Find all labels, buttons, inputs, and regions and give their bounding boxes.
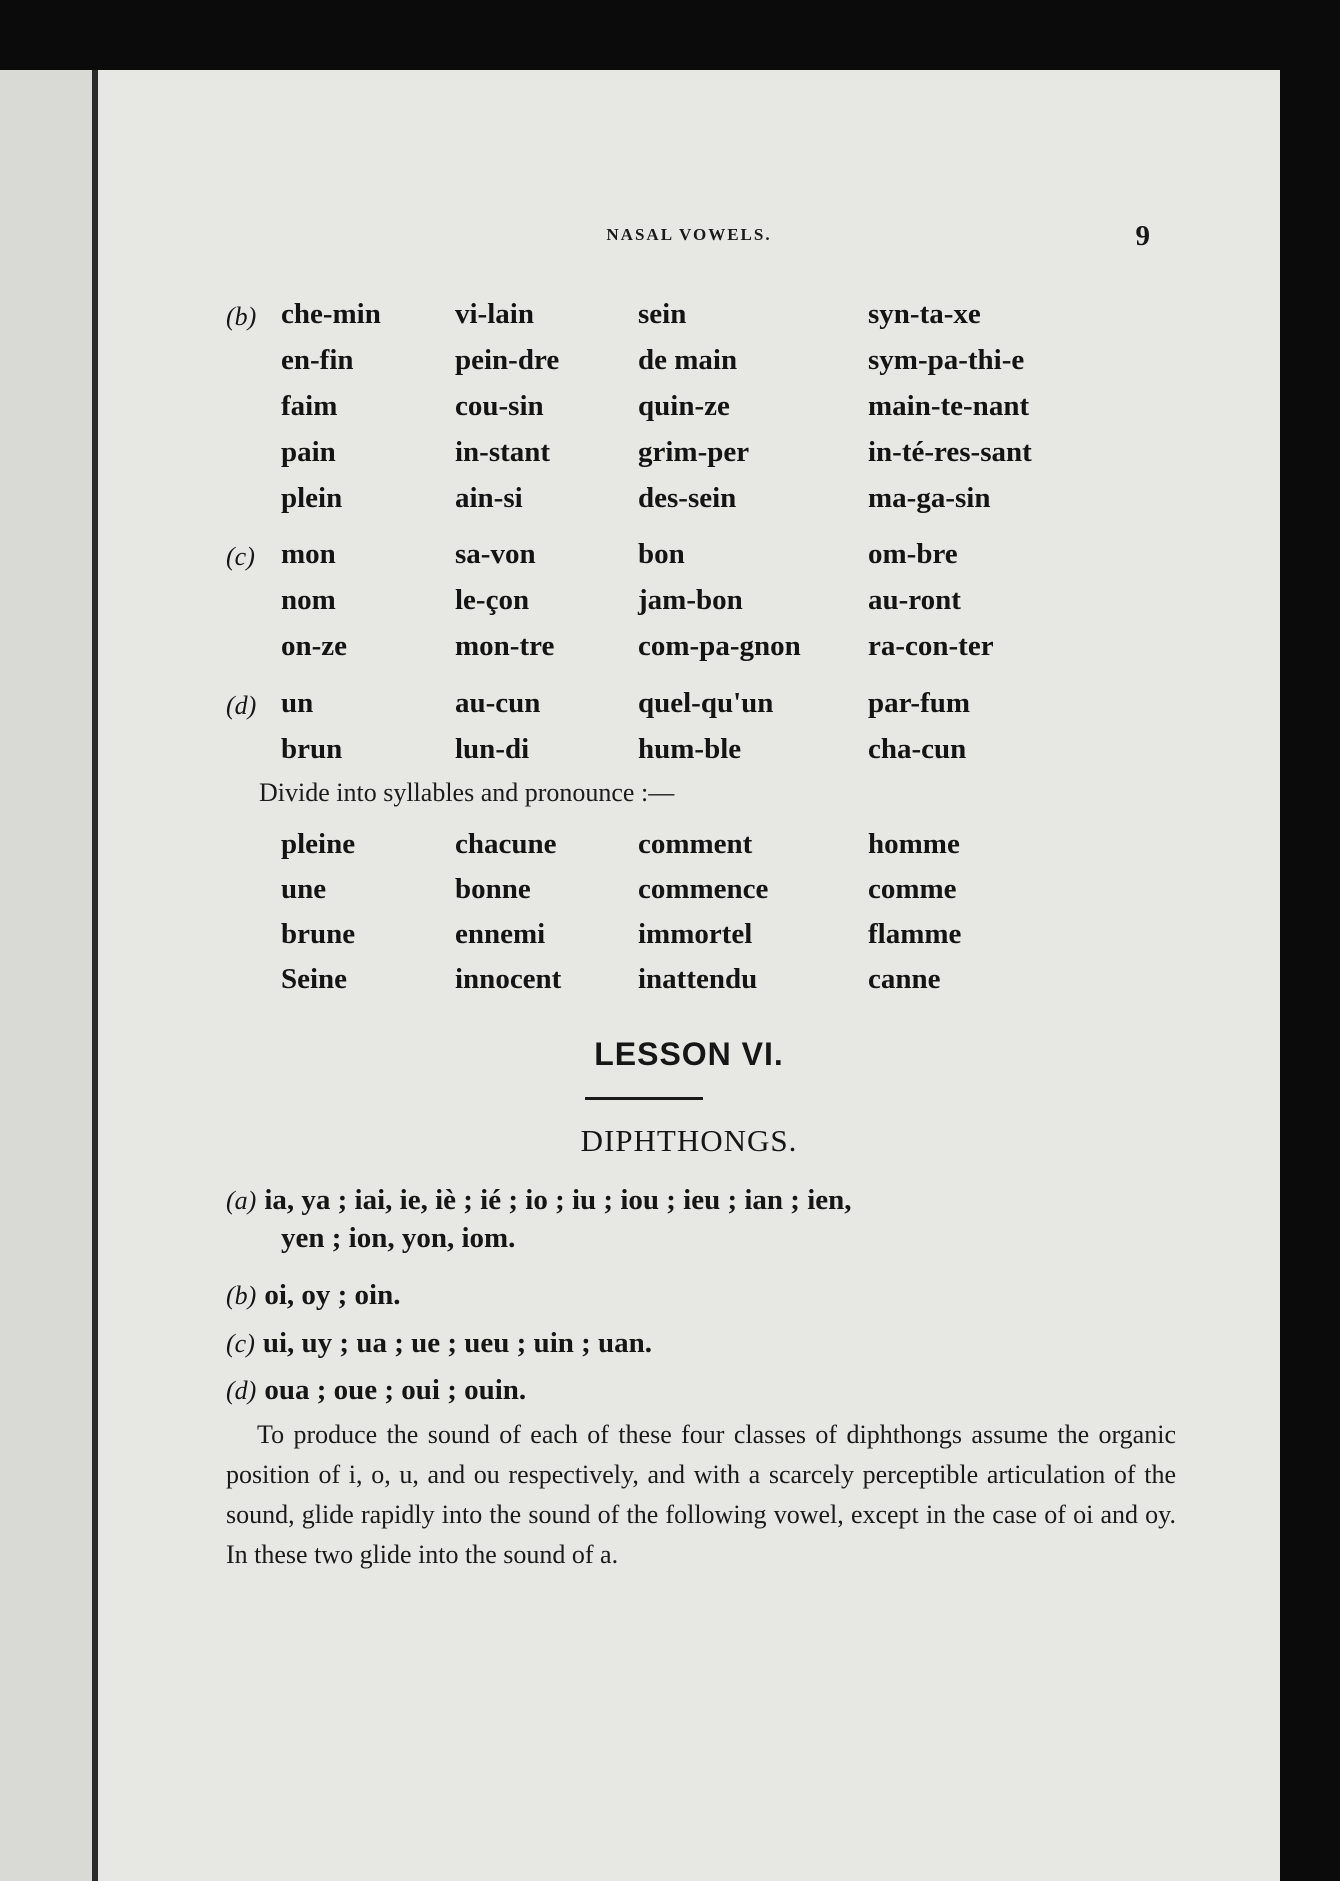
word: ra-con-ter (868, 630, 994, 662)
section-title: DIPHTHONGS. (580, 1123, 798, 1158)
word-row (98, 630, 1280, 676)
left-page-margin (0, 70, 96, 1881)
word: che-min (281, 298, 381, 330)
item-text: oua ; oue ; oui ; ouin. (264, 1374, 527, 1406)
word-row (98, 482, 1280, 528)
word: pein-dre (455, 344, 560, 376)
word: ain-si (455, 482, 523, 514)
word-row (98, 687, 1280, 733)
item-label: (a) (226, 1186, 257, 1215)
word: grim-per (638, 436, 750, 468)
word: bonne (455, 873, 531, 905)
word: syn-ta-xe (868, 298, 981, 330)
item-label: (d) (226, 1376, 257, 1405)
group-label: (b) (226, 302, 257, 331)
word: par-fum (868, 687, 971, 719)
word: cou-sin (455, 390, 544, 422)
word: canne (868, 963, 941, 995)
diphthong-item-d (226, 1370, 1176, 1411)
word: en-fin (281, 344, 354, 376)
word: un (281, 687, 314, 719)
word: au-cun (455, 687, 541, 719)
word-row (98, 873, 1280, 919)
exercise-instruction: Divide into syllables and pronounce :— (259, 778, 675, 807)
word-row (98, 733, 1280, 779)
word: commence (638, 873, 769, 905)
word: sa-von (455, 538, 536, 570)
diphthong-item-a-continuation: yen ; ion, yon, iom. (281, 1222, 516, 1254)
word: quel-qu'un (638, 687, 774, 719)
group-label: (d) (226, 691, 257, 720)
word: immortel (638, 918, 753, 950)
word: faim (281, 390, 338, 422)
item-text: oi, oy ; oin. (264, 1279, 401, 1311)
word-row (98, 538, 1280, 584)
word: le-çon (455, 584, 530, 616)
word: une (281, 873, 327, 905)
word: mon (281, 538, 336, 570)
word: innocent (455, 963, 562, 995)
word: brune (281, 918, 356, 950)
word: ma-ga-sin (868, 482, 991, 514)
word-row (98, 828, 1280, 874)
word: com-pa-gnon (638, 630, 801, 662)
word: nom (281, 584, 336, 616)
word: au-ront (868, 584, 961, 616)
diphthong-item-c (226, 1323, 1176, 1364)
item-label: (c) (226, 1329, 255, 1358)
explanation-paragraph: To produce the sound of each of these four classes of diphthongs assume the organic position of i, o, u, and ou respectively, and with a scarcely perceptible articulation of the sound, glide rapidly into the sound of the following vowel, except in the case of oi and oy. In these two glide into the sound of a. (226, 1420, 1176, 1569)
word: in-stant (455, 436, 551, 468)
title-rule (585, 1097, 703, 1100)
word-row (98, 918, 1280, 964)
item-text: ui, uy ; ua ; ue ; ueu ; uin ; uan. (262, 1327, 653, 1359)
word: comme (868, 873, 957, 905)
diphthong-item-b (226, 1275, 1176, 1316)
word: sym-pa-thi-e (868, 344, 1025, 376)
word-row (98, 390, 1280, 436)
word: quin-ze (638, 390, 730, 422)
word-row (98, 436, 1280, 482)
word: pain (281, 436, 336, 468)
lesson-title: LESSON VI. (594, 1036, 784, 1072)
word-row (98, 298, 1280, 344)
word: Seine (281, 963, 348, 995)
word: on-ze (281, 630, 348, 662)
word: lun-di (455, 733, 530, 765)
word-row (98, 584, 1280, 630)
item-label: (b) (226, 1281, 257, 1310)
word: flamme (868, 918, 962, 950)
book-page (98, 70, 1280, 1881)
word: ennemi (455, 918, 546, 950)
word: om-bre (868, 538, 958, 570)
word-row (98, 344, 1280, 390)
word: jam-bon (638, 584, 743, 616)
word: homme (868, 828, 960, 860)
word: chacune (455, 828, 557, 860)
group-label: (c) (226, 542, 255, 571)
word: cha-cun (868, 733, 967, 765)
word: bon (638, 538, 685, 570)
word: plein (281, 482, 343, 514)
word: comment (638, 828, 753, 860)
word: hum-ble (638, 733, 742, 765)
word: mon-tre (455, 630, 555, 662)
word: sein (638, 298, 687, 330)
word: main-te-nant (868, 390, 1030, 422)
diphthong-item-a (226, 1180, 1176, 1221)
page-number: 9 (1135, 220, 1150, 252)
item-text: ia, ya ; iai, ie, iè ; ié ; io ; iu ; iou ; ieu ; ian ; ien, (264, 1184, 852, 1216)
word: pleine (281, 828, 356, 860)
word-row (98, 963, 1280, 1009)
word: de main (638, 344, 738, 376)
word: in-té-res-sant (868, 436, 1032, 468)
running-header: NASAL VOWELS. (606, 225, 772, 244)
word: vi-lain (455, 298, 534, 330)
word: des-sein (638, 482, 737, 514)
word: brun (281, 733, 343, 765)
word: inattendu (638, 963, 758, 995)
